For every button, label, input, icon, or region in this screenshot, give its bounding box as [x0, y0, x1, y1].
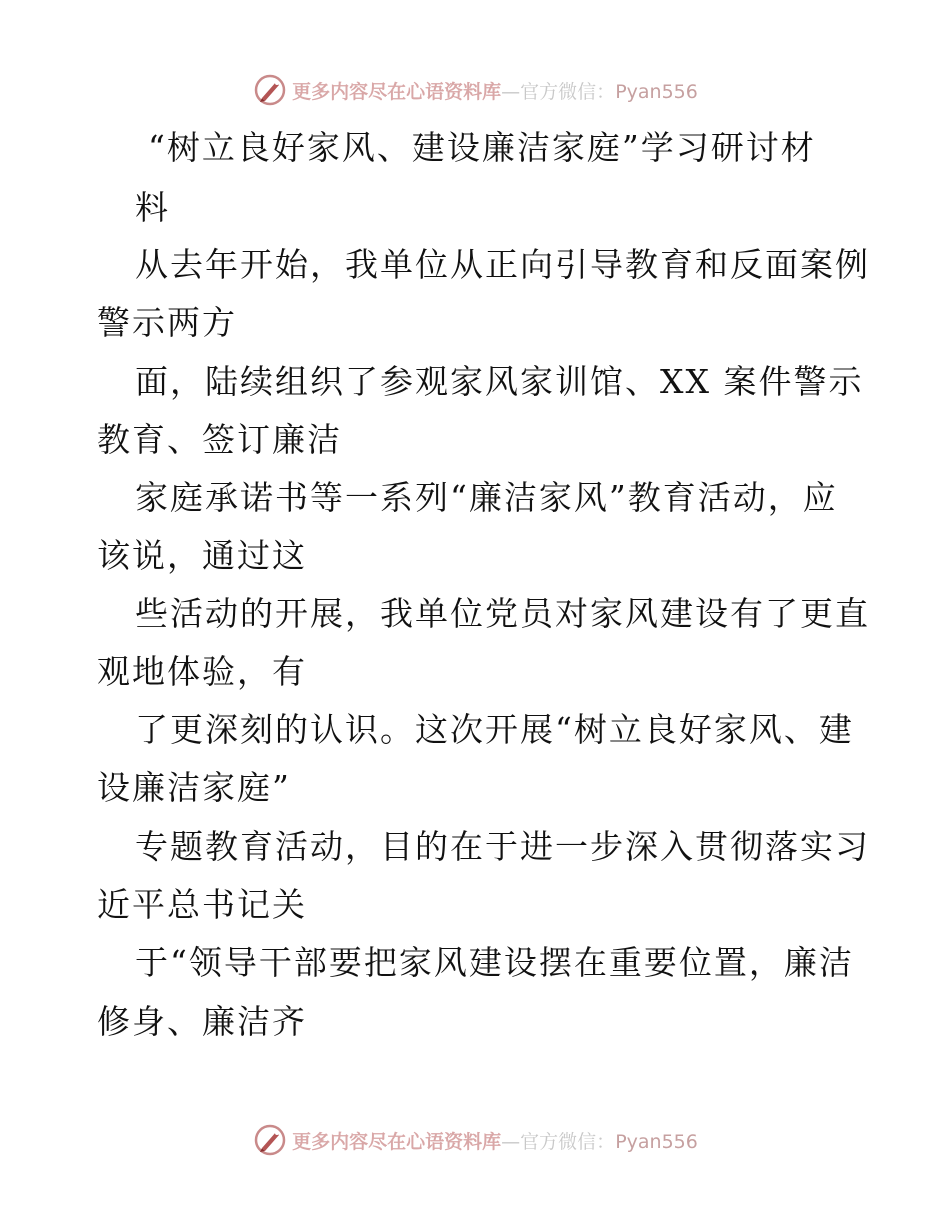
text-line: 面，陆续组织了参观家风家训馆、XX 案件警示	[135, 362, 864, 401]
watermark-official-label: 官方微信：	[520, 1130, 616, 1153]
header-watermark	[0, 70, 950, 110]
text-line: 从去年开始，我单位从正向引导教育和反面案例	[135, 245, 870, 284]
text-line: 设廉洁家庭”	[97, 768, 291, 807]
watermark-wechat-id: Pyan556	[615, 1130, 698, 1153]
footer-watermark	[0, 1120, 950, 1160]
text-line: 专题教育活动，目的在于进一步深入贯彻落实习	[135, 827, 870, 866]
text-line: 家庭承诺书等一系列“廉洁家风”教育活动，应	[135, 478, 838, 517]
watermark-dash: —	[501, 1130, 521, 1153]
watermark-main-text: 更多内容尽在心语资料库	[292, 80, 502, 103]
text-line: 近平总书记关	[97, 885, 307, 924]
text-line: 于“领导干部要把家风建设摆在重要位置，廉洁	[135, 943, 854, 982]
text-line: “树立良好家风、建设廉洁家庭”学习研讨材	[148, 128, 816, 167]
text-line: 些活动的开展，我单位党员对家风建设有了更直	[135, 594, 870, 633]
pen-logo-icon	[252, 1122, 288, 1158]
text-line: 了更深刻的认识。这次开展“树立良好家风、建	[135, 710, 854, 749]
watermark-official-label: 官方微信：	[520, 80, 616, 103]
text-line: 修身、廉洁齐	[97, 1002, 307, 1041]
watermark-main-text: 更多内容尽在心语资料库	[292, 1130, 502, 1153]
text-line: 教育、签订廉洁	[97, 420, 342, 459]
text-line: 警示两方	[97, 303, 237, 342]
watermark-dash: —	[501, 80, 521, 103]
text-line: 料	[135, 188, 170, 227]
pen-logo-icon	[252, 72, 288, 108]
text-line: 观地体验，有	[97, 652, 307, 691]
watermark-wechat-id: Pyan556	[615, 80, 698, 103]
text-line: 该说，通过这	[97, 536, 307, 575]
